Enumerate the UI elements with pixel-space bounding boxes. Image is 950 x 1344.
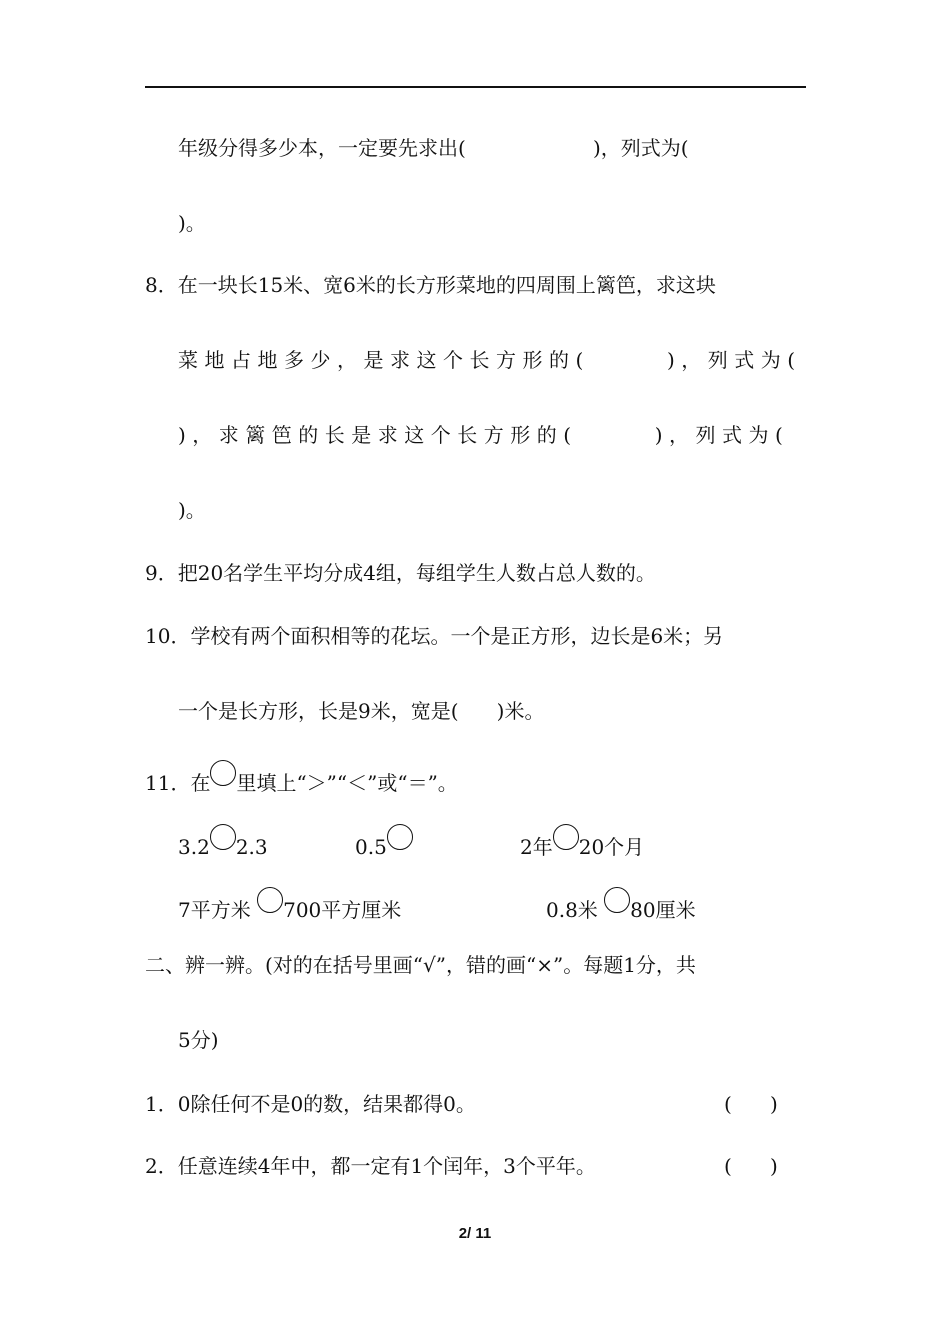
compare-3-left: 2年: [520, 835, 553, 859]
question-8-line-2: 菜地占地多少，是求这个长方形的( )，列式为(: [178, 348, 802, 372]
compare-3-right: 20个月: [578, 835, 645, 859]
compare-1-circle-icon[interactable]: [210, 824, 236, 850]
compare-item-3: [520, 824, 644, 859]
compare-4-right: 700平方厘米: [283, 898, 402, 922]
compare-5-left: 0.8米: [546, 898, 605, 922]
compare-5-circle-icon[interactable]: [604, 887, 630, 913]
q7-continuation-line: 年级分得多少本，一定要先求出( )，列式为(: [178, 136, 689, 160]
blank-circle-icon: [210, 760, 236, 786]
judge-item-1-answer-paren[interactable]: ( ): [724, 1092, 778, 1116]
compare-item-4: [178, 887, 401, 922]
compare-4-left: 7平方米: [178, 898, 258, 922]
compare-item-2: [355, 824, 413, 859]
section-2-heading: 二、辨一辨。(对的在括号里画“√”，错的画“×”。每题1分，共: [145, 953, 696, 977]
q7-continuation-end: )。: [178, 211, 206, 235]
question-11-instruction: [145, 760, 458, 795]
header-rule: [145, 86, 806, 88]
question-8-line-3: )，求篱笆的长是求这个长方形的( )，列式为(: [178, 423, 790, 447]
compare-3-circle-icon[interactable]: [553, 824, 579, 850]
section-2-heading-cont: 5分): [178, 1028, 219, 1052]
question-8-line-1: 8．在一块长15米、宽6米的长方形菜地的四周围上篱笆，求这块: [145, 273, 716, 297]
judge-item-2: 2．任意连续4年中，都一定有1个闰年，3个平年。: [145, 1154, 596, 1178]
compare-item-5: [546, 887, 696, 922]
compare-4-circle-icon[interactable]: [257, 887, 283, 913]
q11-suffix: 里填上“＞”“＜”或“＝”。: [236, 771, 458, 795]
question-9: 9．把20名学生平均分成4组，每组学生人数占总人数的。: [145, 561, 656, 585]
compare-item-1: [178, 824, 268, 859]
q11-prefix: 11．在: [145, 771, 211, 795]
question-10-line-2: 一个是长方形，长是9米，宽是( )米。: [178, 699, 545, 723]
compare-1-left: 3.2: [178, 835, 210, 859]
page-number: 2/ 11: [458, 1225, 492, 1242]
compare-2-left: 0.5: [355, 835, 387, 859]
compare-2-circle-icon[interactable]: [387, 824, 413, 850]
compare-5-right: 80厘米: [630, 898, 696, 922]
question-8-line-4: )。: [178, 498, 206, 522]
judge-item-2-answer-paren[interactable]: ( ): [724, 1154, 778, 1178]
compare-1-right: 2.3: [235, 835, 268, 859]
judge-item-1: 1．0除任何不是0的数，结果都得0。: [145, 1092, 476, 1116]
question-10-line-1: 10．学校有两个面积相等的花坛。一个是正方形，边长是6米；另: [145, 624, 724, 648]
